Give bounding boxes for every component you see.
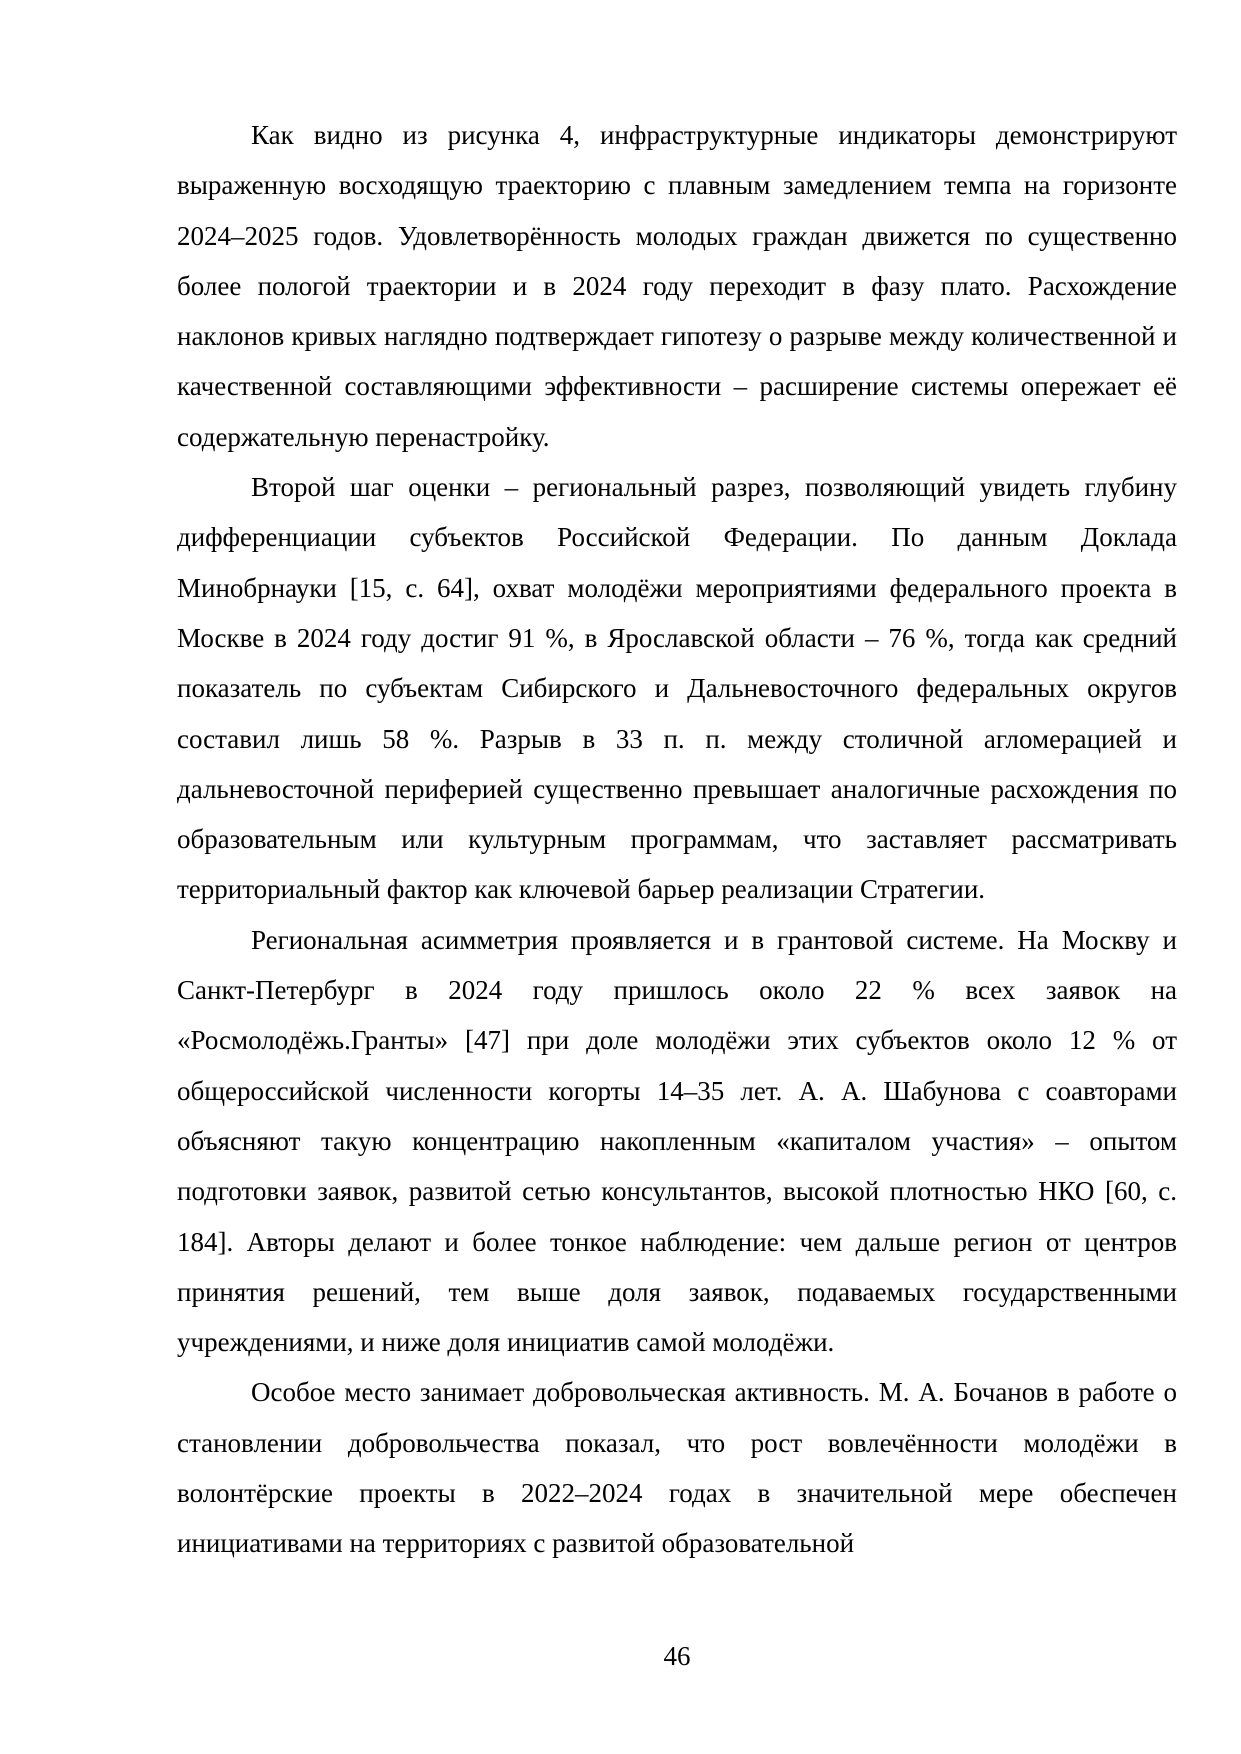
paragraph: Особое место занимает добровольческая активность. М. А. Бочанов в работе о становлении добровольчества показал, что рост вовлечённости молодёжи в волонтёрские проекты в 2022–2024 годах в значительной мере обеспечен инициативами на территориях с развитой образовательной — [177, 1377, 1177, 1559]
page-number: 46 — [663, 1641, 691, 1671]
paragraph: Как видно из рисунка 4, инфраструктурные индикаторы демонстрируют выраженную восходящую траекторию с плавным замедлением темпа на горизонте 2024–2025 годов. Удовлетворённость молодых граждан движется по существенно более пологой траектории и в 2024 году переходит в фазу плато. Расхождение наклонов кривых наглядно подтверждает гипотезу о разрыве между количественной и качественной составляющими эффективности – расширение системы опережает её содержательную перенастройку. — [177, 120, 1177, 452]
paragraph: Региональная асимметрия проявляется и в грантовой системе. На Москву и Санкт-Петербург в 2024 году пришлось около 22 % всех заявок на «Росмолодёжь.Гранты» [47] при доле молодёжи этих субъектов около 12 % от общероссийской численности когорты 14–35 лет. А. А. Шабунова с соавторами объясняют такую концентрацию накопленным «капиталом участия» – опытом подготовки заявок, развитой сетью консультантов, высокой плотностью НКО [60, с. 184]. Авторы делают и более тонкое наблюдение: чем дальше регион от центров принятия решений, тем выше доля заявок, подаваемых государственными учреждениями, и ниже доля инициатив самой молодёжи. — [177, 924, 1177, 1358]
paragraph: Второй шаг оценки – региональный разрез, позволяющий увидеть глубину дифференциации субъектов Российской Федерации. По данным Доклада Минобрнауки [15, с. 64], охват молодёжи мероприятиями федерального проекта в Москве в 2024 году достиг 91 %, в Ярославской области – 76 %, тогда как средний показатель по субъектам Сибирского и Дальневосточного федеральных округов составил лишь 58 %. Разрыв в 33 п. п. между столичной агломерацией и дальневосточной периферией существенно превышает аналогичные расхождения по образовательным или культурным программам, что заставляет рассматривать территориальный фактор как ключевой барьер реализации Стратегии. — [177, 472, 1177, 905]
document-page — [177, 110, 1177, 1569]
